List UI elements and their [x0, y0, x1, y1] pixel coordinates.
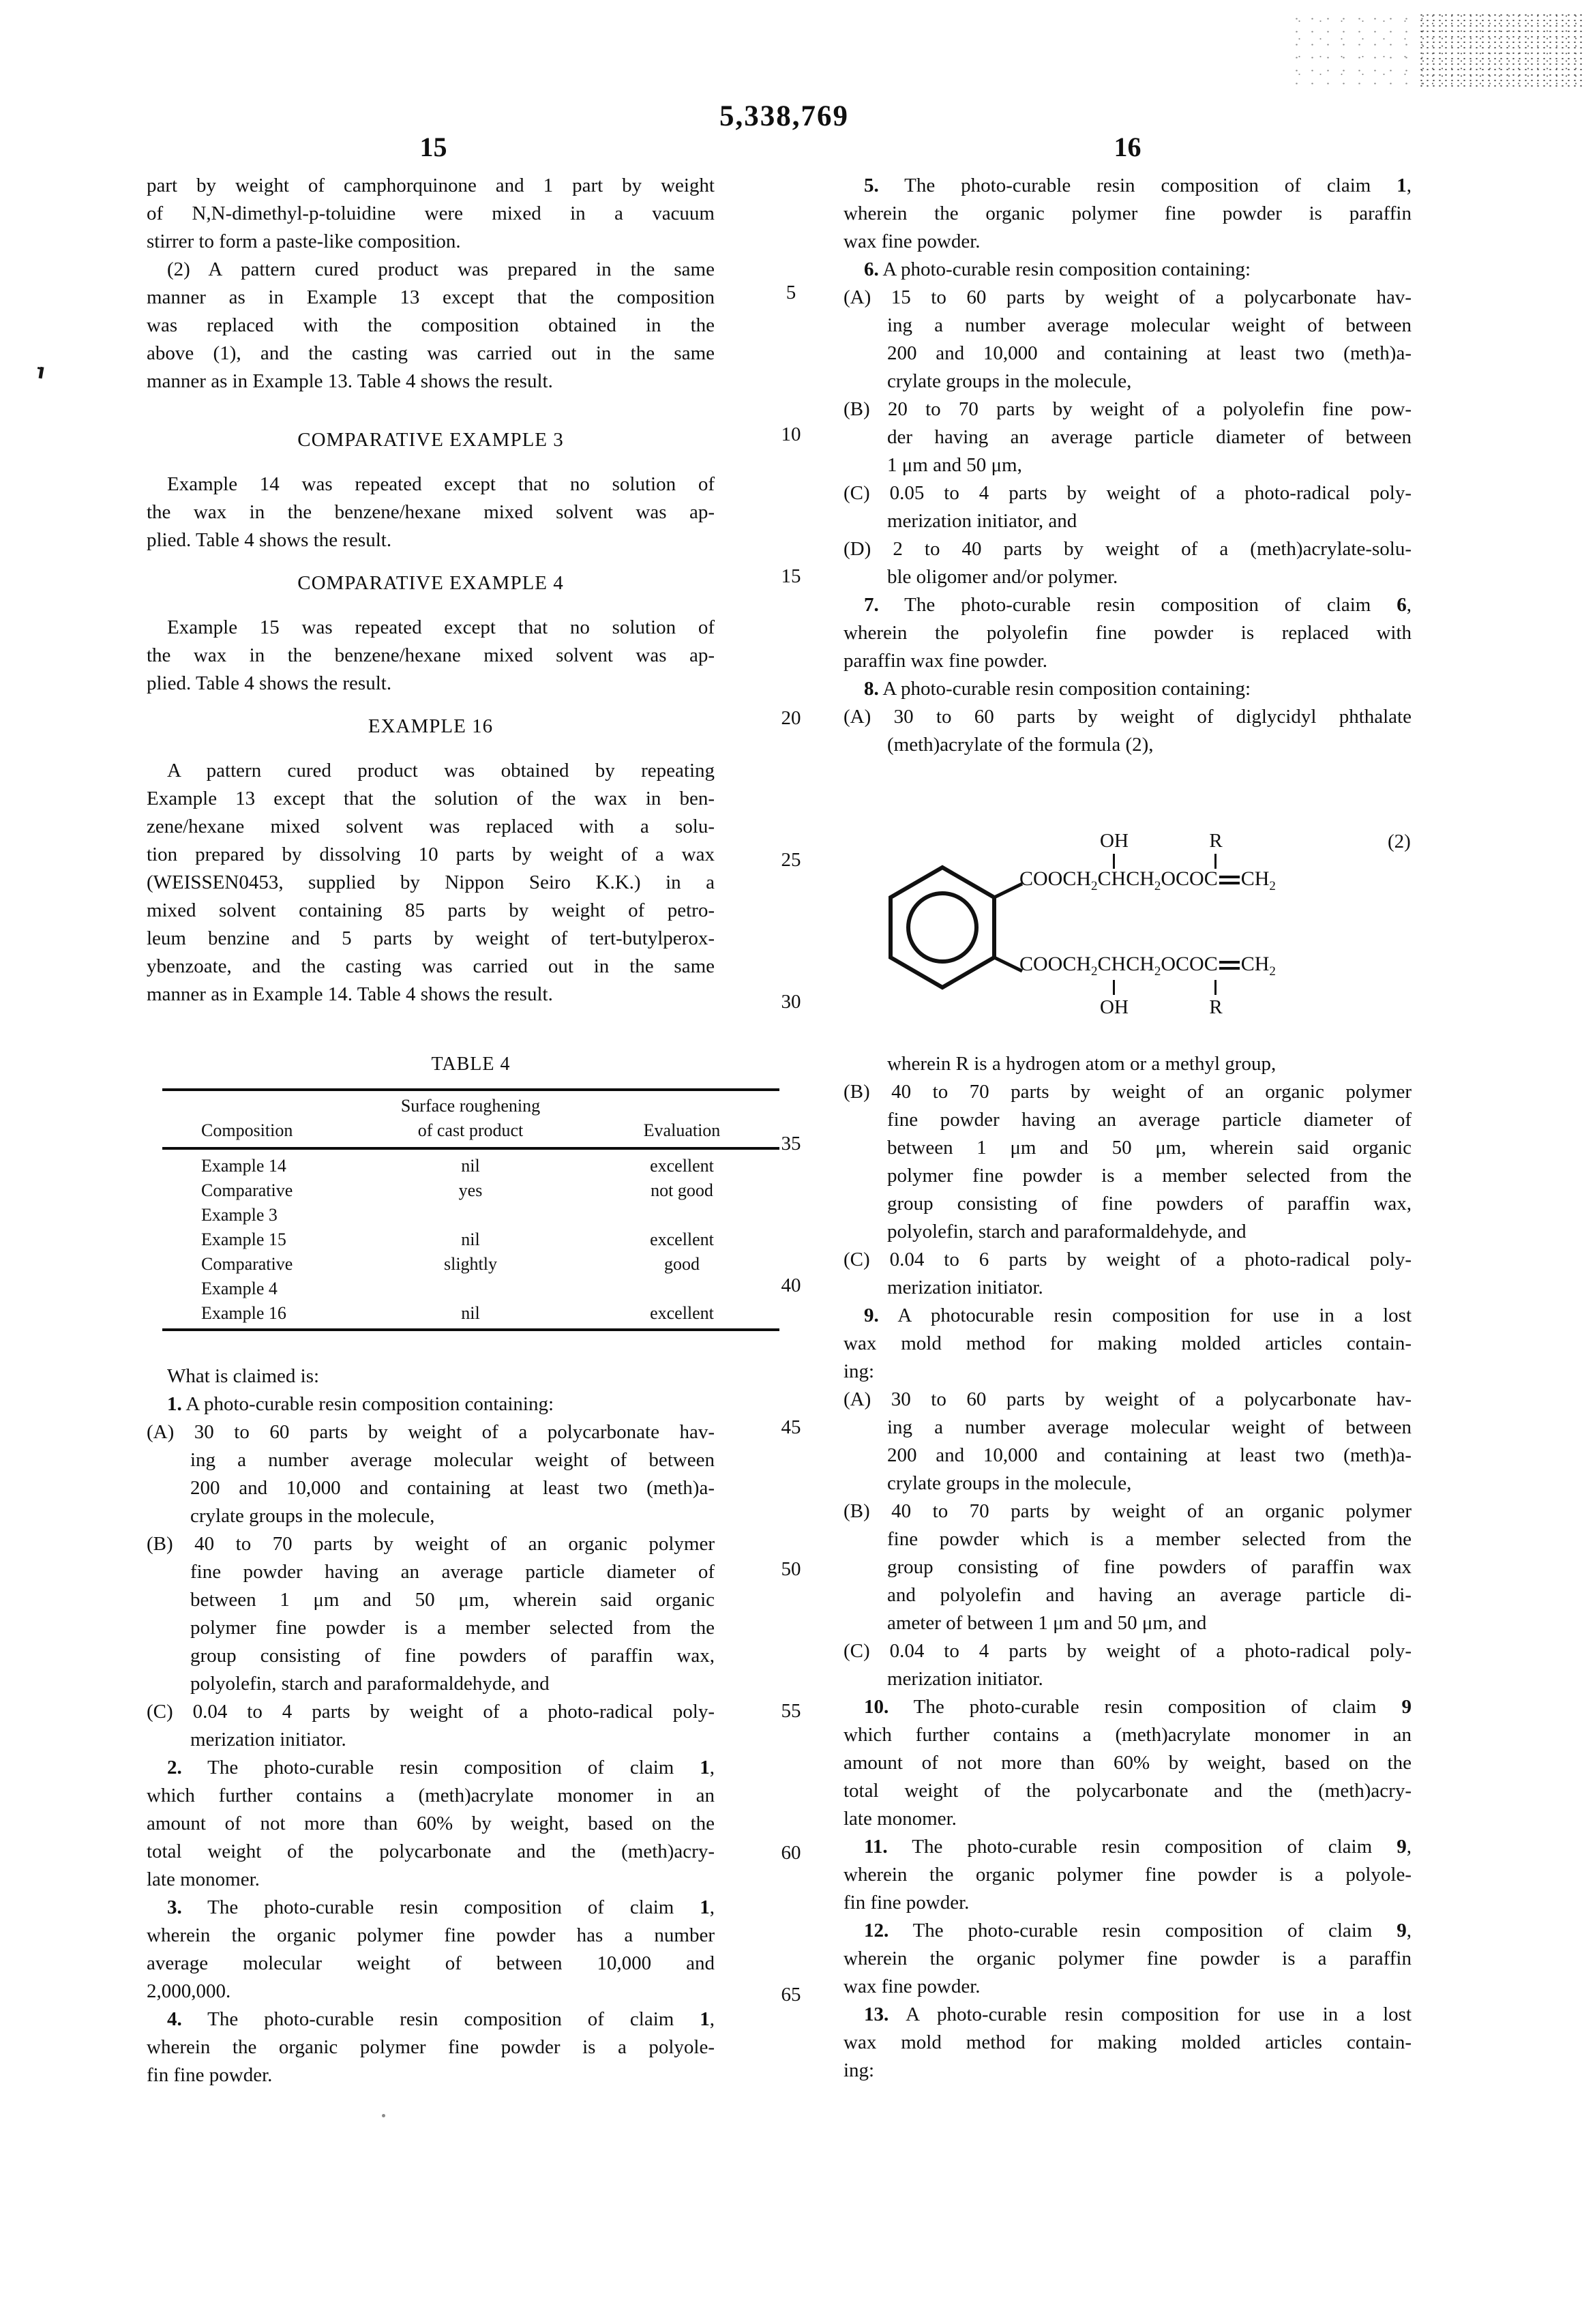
text-line: crylate groups in the molecule,	[887, 370, 1132, 392]
text-line: polymer fine powder is a member selected from the	[887, 1165, 1412, 1187]
text-line: wherein the polyolefin fine powder is replaced with	[844, 622, 1412, 644]
text-line: A pattern cured product was obtained by repeating	[167, 760, 715, 781]
text-line: 8. A photo-curable resin composition containing:	[864, 678, 1251, 700]
text-line: (meth)acrylate of the formula (2),	[887, 734, 1154, 756]
text-line: (A) 15 to 60 parts by weight of a polycarbonate hav-	[844, 286, 1412, 308]
section-heading: COMPARATIVE EXAMPLE 4	[297, 572, 564, 594]
text-line: mixed solvent containing 85 parts by weight of petro-	[147, 899, 715, 921]
text-line: group consisting of fine powders of paraffin wax	[887, 1556, 1412, 1578]
bond-r-bottom	[1214, 980, 1217, 995]
text-line: amount of not more than 60% by weight, based on the	[844, 1752, 1412, 1774]
text-line: 2,000,000.	[147, 1980, 231, 2002]
text-line: late monomer.	[147, 1868, 260, 1890]
text-line: total weight of the polycarbonate and the (meth)acry-	[844, 1780, 1412, 1802]
table-header-composition: Composition	[201, 1120, 293, 1140]
patent-number: 5,338,769	[719, 100, 849, 132]
table-4	[162, 1054, 779, 1343]
text-line: (B) 40 to 70 parts by weight of an organic polymer	[844, 1081, 1412, 1103]
text-line: crylate groups in the molecule,	[190, 1505, 435, 1527]
line-number: 40	[781, 1275, 801, 1296]
text-line: (A) 30 to 60 parts by weight of diglycidyl phthalate	[844, 706, 1412, 728]
text-line: manner as in Example 13. Table 4 shows the result.	[147, 370, 553, 392]
line-number: 30	[781, 991, 801, 1013]
text-line: (WEISSEN0453, supplied by Nippon Seiro K.K.) in a	[147, 872, 715, 893]
table-cell: excellent	[650, 1230, 714, 1249]
text-line: wax fine powder.	[844, 230, 981, 252]
text-line: 200 and 10,000 and containing at least two (meth)a-	[190, 1477, 715, 1499]
column-number-left: 15	[419, 132, 447, 162]
line-number: 65	[781, 1984, 801, 2006]
text-line: 5. The photo-curable resin composition of claim 1,	[864, 175, 1412, 196]
text-line: polymer fine powder is a member selected from the	[190, 1617, 715, 1639]
text-line: 4. The photo-curable resin composition of claim 1,	[167, 2008, 715, 2030]
text-line: was replaced with the composition obtained in the	[147, 314, 715, 336]
text-line: 3. The photo-curable resin composition of claim 1,	[167, 1896, 715, 1918]
text-line: merization initiator, and	[887, 510, 1077, 532]
table-cell: Comparative	[201, 1180, 293, 1200]
text-line: stirrer to form a paste-like composition.	[147, 230, 461, 252]
text-line: 9. A photocurable resin composition for use in a lost	[864, 1305, 1412, 1326]
text-line: late monomer.	[844, 1808, 957, 1830]
text-line: part by weight of camphorquinone and 1 part by weight	[147, 175, 715, 196]
bond-oh-bottom	[1113, 980, 1115, 995]
text-line: 200 and 10,000 and containing at least two (meth)a-	[887, 1444, 1412, 1466]
text-line: between 1 μm and 50 μm, wherein said organic	[887, 1137, 1412, 1159]
table-cell: Example 14	[201, 1156, 286, 1176]
text-line: wax mold method for making molded articles contain-	[844, 1332, 1412, 1354]
text-line: ing:	[844, 2059, 875, 2081]
table-cell: excellent	[650, 1156, 714, 1176]
text-line: fine powder which is a member selected from the	[887, 1528, 1412, 1550]
text-line: which further contains a (meth)acrylate monomer in an	[147, 1785, 715, 1806]
text-line: and polyolefin and having an average particle di-	[887, 1584, 1412, 1606]
table-header-surface-roughening-line1: Surface roughening	[400, 1096, 541, 1116]
text-line: 10. The photo-curable resin composition of claim 9	[864, 1696, 1412, 1718]
section-heading: EXAMPLE 16	[368, 715, 494, 737]
text-line: merization initiator.	[887, 1668, 1043, 1690]
text-line: plied. Table 4 shows the result.	[147, 529, 392, 551]
text-line: wherein R is a hydrogen atom or a methyl group,	[887, 1053, 1277, 1075]
text-line: zene/hexane mixed solvent was replaced with a solu-	[147, 816, 715, 837]
table-cell: Example 3	[201, 1205, 278, 1225]
line-number: 55	[781, 1700, 801, 1722]
text-line: (2) A pattern cured product was prepared in the same	[167, 258, 715, 280]
column-number-right: 16	[1114, 132, 1141, 162]
text-line: wherein the organic polymer fine powder is a polyole-	[147, 2036, 715, 2058]
text-line: 13. A photo-curable resin composition for use in a lost	[864, 2003, 1412, 2025]
table-cell: excellent	[650, 1303, 714, 1323]
line-number: 35	[781, 1133, 801, 1154]
text-line: ybenzoate, and the casting was carried out in the same	[147, 955, 715, 977]
text-line: total weight of the polycarbonate and the (meth)acry-	[147, 1841, 715, 1862]
scan-dot-artifact	[382, 2114, 385, 2117]
text-line: wherein the organic polymer fine powder has a number	[147, 1924, 715, 1946]
text-line: ing a number average molecular weight of between	[190, 1449, 715, 1471]
line-number: 15	[781, 565, 801, 587]
bond-r-top	[1214, 854, 1217, 869]
line-number: 45	[781, 1416, 801, 1438]
text-line: 12. The photo-curable resin composition of claim 9,	[864, 1920, 1412, 1941]
text-line: (B) 40 to 70 parts by weight of an organic polymer	[147, 1533, 715, 1555]
scan-noise	[1418, 12, 1582, 87]
text-line: 11. The photo-curable resin composition of claim 9,	[864, 1836, 1412, 1858]
table-cell: nil	[461, 1230, 480, 1249]
r-group-label-top: R	[1209, 830, 1223, 852]
line-number: 10	[781, 423, 801, 445]
text-line: manner as in Example 14. Table 4 shows the result.	[147, 983, 553, 1005]
text-line: tion prepared by dissolving 10 parts by weight of a wax	[147, 844, 715, 865]
margin-artifact	[39, 367, 44, 379]
text-line: wax mold method for making molded articles contain-	[844, 2031, 1412, 2053]
text-line: (C) 0.04 to 4 parts by weight of a photo-radical poly-	[844, 1640, 1412, 1662]
text-line: 6. A photo-curable resin composition containing:	[864, 258, 1251, 280]
text-line: average molecular weight of between 10,000 and	[147, 1952, 715, 1974]
text-line: polyolefin, starch and paraformaldehyde, and	[887, 1221, 1247, 1242]
table-cell: good	[664, 1254, 700, 1274]
text-line: 1. A photo-curable resin composition containing:	[167, 1393, 554, 1415]
table-rule-top	[162, 1088, 779, 1091]
text-line: amount of not more than 60% by weight, based on the	[147, 1813, 715, 1834]
table-rule-header	[162, 1147, 779, 1150]
table-header-evaluation: Evaluation	[643, 1120, 721, 1140]
table-cell: nil	[461, 1156, 480, 1176]
text-line: the wax in the benzene/hexane mixed solvent was ap-	[147, 644, 715, 666]
text-line: ble oligomer and/or polymer.	[887, 566, 1118, 588]
text-line: wax fine powder.	[844, 1976, 981, 1997]
ester-chain-bottom: $COOCH_2CHCH_2OCOC$ $CH_2$	[1019, 953, 1276, 979]
benzene-ring-icon	[880, 858, 1036, 998]
table-cell: yes	[458, 1180, 483, 1200]
ester-chain-top: $COOCH_2CHCH_2OCOC$ $CH_2$	[1019, 867, 1276, 893]
text-line: the wax in the benzene/hexane mixed solvent was ap-	[147, 501, 715, 523]
table-rule-bottom	[162, 1328, 779, 1331]
text-line: leum benzine and 5 parts by weight of tert-butylperox-	[147, 927, 715, 949]
chemical-formula-2	[880, 825, 1466, 1038]
line-number: 50	[781, 1558, 801, 1580]
hydroxyl-label-bottom: OH	[1100, 996, 1129, 1018]
formula-number-label: (2)	[1388, 831, 1411, 852]
table-cell: not good	[651, 1180, 713, 1200]
text-line: Example 13 except that the solution of the wax in ben-	[147, 788, 715, 809]
table-cell: Comparative	[201, 1254, 293, 1274]
text-line: which further contains a (meth)acrylate monomer in an	[844, 1724, 1412, 1746]
text-line: 200 and 10,000 and containing at least two (meth)a-	[887, 342, 1412, 364]
text-line: 7. The photo-curable resin composition of claim 6,	[864, 594, 1412, 616]
text-line: ing a number average molecular weight of between	[887, 1416, 1412, 1438]
text-line: (D) 2 to 40 parts by weight of a (meth)acrylate-solu-	[844, 538, 1412, 560]
line-number: 60	[781, 1842, 801, 1864]
text-line: fin fine powder.	[844, 1892, 970, 1913]
text-line: (B) 20 to 70 parts by weight of a polyolefin fine pow-	[844, 398, 1412, 420]
table-cell: Example 4	[201, 1279, 278, 1298]
hydroxyl-label-top: OH	[1100, 830, 1129, 852]
text-line: between 1 μm and 50 μm, wherein said organic	[190, 1589, 715, 1611]
section-heading: COMPARATIVE EXAMPLE 3	[297, 429, 564, 451]
text-line: ing a number average molecular weight of between	[887, 314, 1412, 336]
text-line: der having an average particle diameter of between	[887, 426, 1412, 448]
line-number: 20	[781, 707, 801, 729]
line-number: 25	[781, 849, 801, 871]
bond-oh-top	[1113, 854, 1115, 869]
line-number: 5	[786, 282, 796, 303]
text-line: plied. Table 4 shows the result.	[147, 672, 392, 694]
text-line: Example 15 was repeated except that no solution of	[167, 616, 715, 638]
text-line: wherein the organic polymer fine powder is paraffin	[844, 203, 1412, 224]
text-line: wherein the organic polymer fine powder is a polyole-	[844, 1864, 1412, 1886]
table-cell: slightly	[443, 1254, 497, 1274]
text-line: wherein the organic polymer fine powder is a paraffin	[844, 1948, 1412, 1969]
text-line: paraffin wax fine powder.	[844, 650, 1048, 672]
table-cell: Example 15	[201, 1230, 286, 1249]
text-line: manner as in Example 13 except that the composition	[147, 286, 715, 308]
scan-noise	[1289, 12, 1425, 87]
text-line: 1 μm and 50 μm,	[887, 454, 1022, 476]
text-line: ameter of between 1 μm and 50 μm, and	[887, 1612, 1207, 1634]
text-line: (A) 30 to 60 parts by weight of a polycarbonate hav-	[147, 1421, 715, 1443]
r-group-label-bottom: R	[1209, 996, 1223, 1018]
text-line: polyolefin, starch and paraformaldehyde, and	[190, 1673, 550, 1695]
text-line: of N,N-dimethyl-p-toluidine were mixed in a vacuum	[147, 203, 715, 224]
text-line: Example 14 was repeated except that no solution of	[167, 473, 715, 495]
text-line: above (1), and the casting was carried out in the same	[147, 342, 715, 364]
text-line: group consisting of fine powders of paraffin wax,	[887, 1193, 1412, 1215]
table-header-surface-roughening-line2: of cast product	[417, 1120, 524, 1140]
text-line: (A) 30 to 60 parts by weight of a polycarbonate hav-	[844, 1388, 1412, 1410]
text-line: (B) 40 to 70 parts by weight of an organic polymer	[844, 1500, 1412, 1522]
table-title: TABLE 4	[431, 1054, 511, 1075]
text-line: 2. The photo-curable resin composition of claim 1,	[167, 1757, 715, 1778]
text-line: (C) 0.04 to 4 parts by weight of a photo-radical poly-	[147, 1701, 715, 1723]
text-line: (C) 0.04 to 6 parts by weight of a photo-radical poly-	[844, 1249, 1412, 1270]
text-line: merization initiator.	[887, 1277, 1043, 1298]
table-cell: Example 16	[201, 1303, 286, 1323]
text-line: crylate groups in the molecule,	[887, 1472, 1132, 1494]
text-line: fin fine powder.	[147, 2064, 273, 2086]
text-line: group consisting of fine powders of paraffin wax,	[190, 1645, 715, 1667]
text-line: What is claimed is:	[167, 1365, 320, 1387]
text-line: (C) 0.05 to 4 parts by weight of a photo-radical poly-	[844, 482, 1412, 504]
text-line: fine powder having an average particle diameter of	[190, 1561, 715, 1583]
text-line: fine powder having an average particle diameter of	[887, 1109, 1412, 1131]
text-line: merization initiator.	[190, 1729, 346, 1751]
text-line: ing:	[844, 1360, 875, 1382]
table-cell: nil	[461, 1303, 480, 1323]
